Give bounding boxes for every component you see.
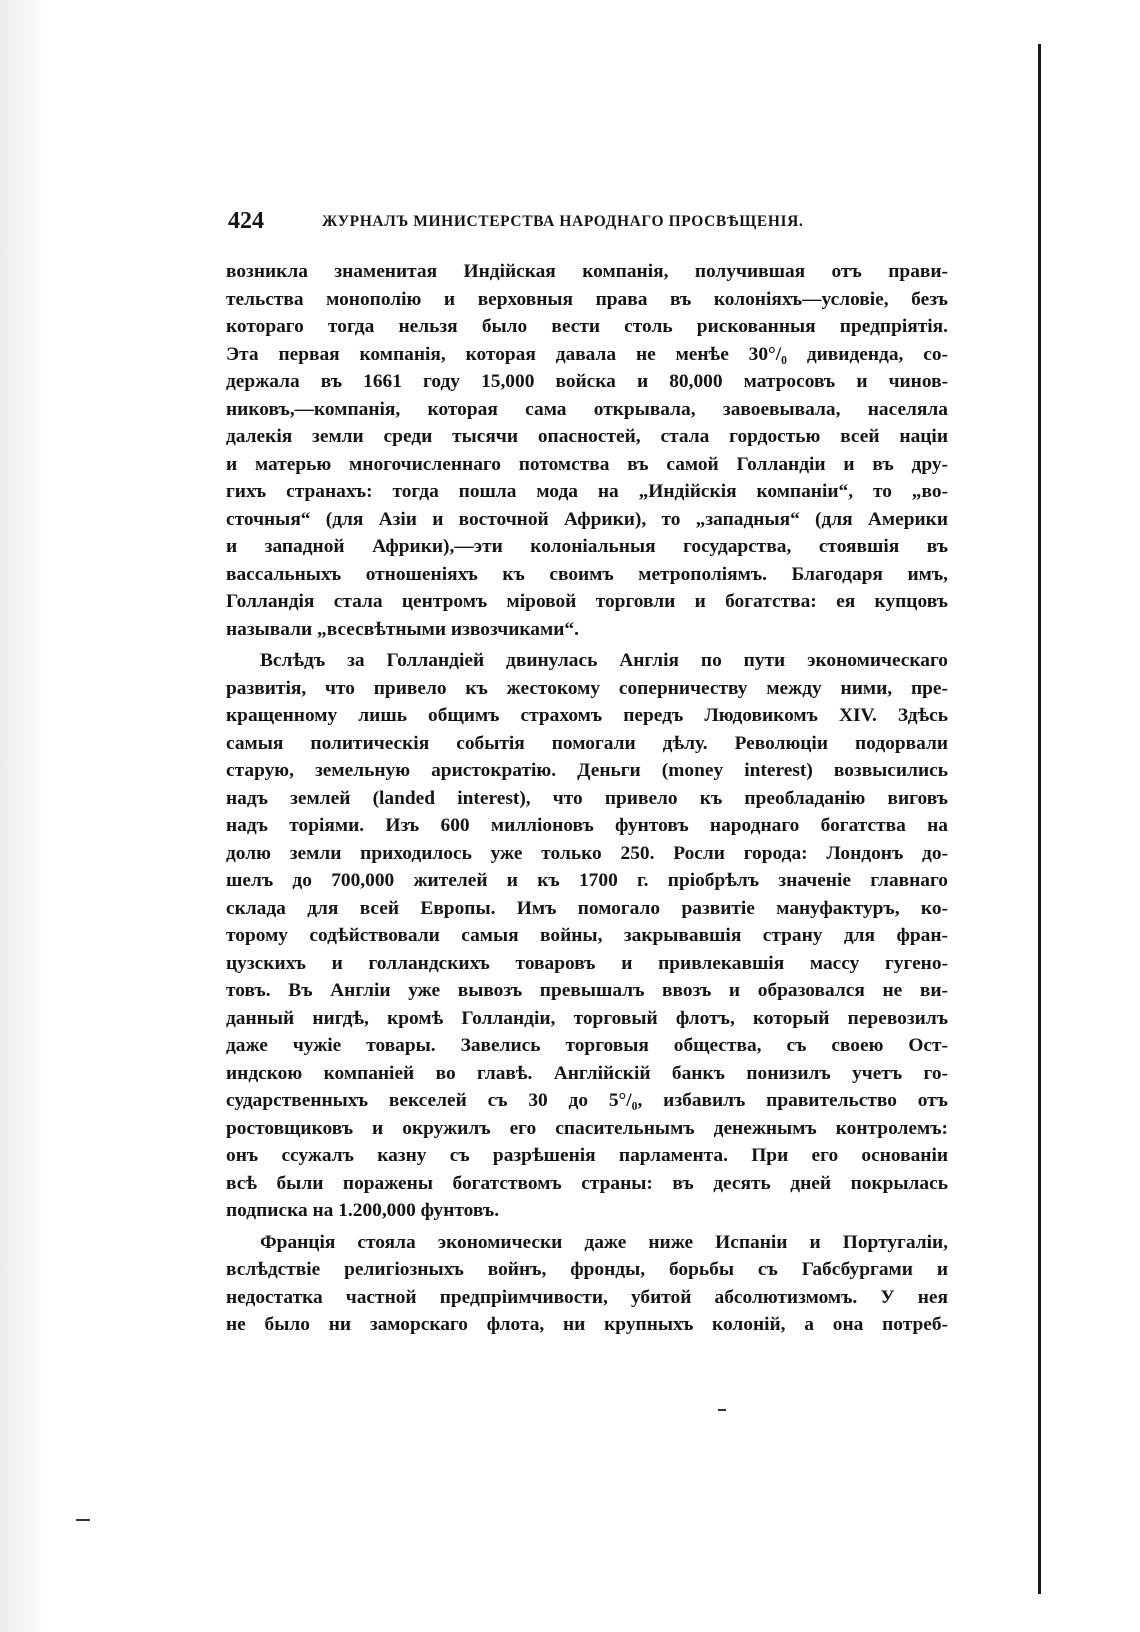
text-line: далекія земли среди тысячи опасностей, стала гордостью всей націи — [226, 426, 948, 447]
text-line: Голландія стала центромъ міровой торговли и богатства: ея купцовъ — [226, 591, 948, 612]
text-line: онъ ссужалъ казну съ разрѣшенія парламента. При его основаніи — [226, 1145, 948, 1166]
page-number: 424 — [228, 208, 264, 234]
text-line: сударственныхъ векселей съ 30 до 5°/₀, избавилъ правительство отъ — [226, 1090, 948, 1111]
text-line: всѣ были поражены богатствомъ страны: въ десять дней покрылась — [226, 1172, 948, 1194]
text-line: Эта первая компанія, которая давала не менѣе 30°/₀ дивиденда, со- — [226, 343, 948, 365]
text-line: старую, земельную аристократію. Деньги (money interest) возвысились — [226, 760, 948, 781]
text-line: сточныя“ (для Азіи и восточной Африки), то „западныя“ (для Америки — [226, 508, 948, 530]
text-line: самыя политическія событія помогали дѣлу. Революціи подорвали — [226, 732, 948, 754]
text-line: возникла знаменитая Индійская компанія, получившая отъ прави- — [226, 261, 948, 282]
text-line: и западной Африки),—эти колоніальныя государства, стоявшія въ — [226, 536, 948, 557]
text-line: надъ торіями. Изъ 600 милліоновъ фунтовъ народнаго богатства на — [226, 815, 948, 836]
text-line: Франція стояла экономически даже ниже Испаніи и Португаліи, — [260, 1231, 948, 1253]
scan-left-shadow — [0, 0, 48, 1632]
text-line: недостатка частной предпріимчивости, убитой абсолютизмомъ. У нея — [226, 1286, 948, 1308]
text-line: надъ землей (landed interest), что привело къ преобладанію виговъ — [226, 787, 948, 809]
text-line: никовъ,—компанія, которая сама открывала, завоевывала, населяла — [226, 398, 948, 420]
page-edge-line — [1038, 44, 1041, 1594]
text-line: склада для всей Европы. Имъ помогало развитіе мануфактуръ, ко- — [226, 897, 948, 919]
text-line: называли „всесвѣтными извозчиками“. — [226, 618, 579, 640]
text-line: котораго тогда нельзя было вести столь рискованныя предпріятія. — [226, 316, 948, 337]
text-line: развитія, что привело къ жестокому соперничеству между ними, пре- — [226, 677, 948, 699]
paragraph — [226, 1229, 948, 1339]
body-text — [226, 258, 948, 1343]
text-line: тельства монополію и верховныя права въ колоніяхъ—условіе, безъ — [226, 288, 948, 310]
text-line: кращенному лишь общимъ страхомъ передъ Людовикомъ XIV. Здѣсь — [226, 705, 948, 726]
text-line: шелъ до 700,000 жителей и къ 1700 г. пріобрѣлъ значеніе главнаго — [226, 870, 948, 891]
text-line: товъ. Въ Англіи уже вывозъ превышалъ ввозъ и образовался не ви- — [226, 980, 948, 1001]
running-title: ЖУРНАЛЪ МИНИСТЕРСТВА НАРОДНАГО ПРОСВѢЩЕНІЯ. — [322, 213, 804, 230]
scan-dash-mark — [718, 1409, 726, 1411]
text-line: вассальныхъ отношеніяхъ къ своимъ метрополіямъ. Благодаря имъ, — [226, 563, 948, 585]
text-line: индскою компаніей во главѣ. Англійскій банкъ понизилъ учетъ го- — [226, 1062, 948, 1084]
paragraph — [226, 647, 948, 1225]
text-line: даже чужіе товары. Завелись торговыя общества, съ своею Ост- — [226, 1035, 948, 1056]
text-line: держала въ 1661 году 15,000 войска и 80,000 матросовъ и чинов- — [226, 371, 948, 392]
text-line: и матерью многочисленнаго потомства въ самой Голландіи и въ дру- — [226, 453, 948, 475]
text-line: ростовщиковъ и окружилъ его спасительнымъ денежнымъ контролемъ: — [226, 1117, 948, 1139]
text-line: цузскихъ и голландскихъ товаровъ и привлекавшія массу гугено- — [226, 952, 948, 974]
paragraph — [226, 258, 948, 643]
text-line: гихъ странахъ: тогда пошла мода на „Индійскія компаніи“, то „во- — [226, 481, 948, 502]
text-line: данный нигдѣ, кромѣ Голландіи, торговый флотъ, который перевозилъ — [226, 1007, 948, 1029]
text-line: вслѣдствіе религіозныхъ войнъ, фронды, борьбы съ Габсбургами и — [226, 1259, 948, 1280]
scan-dash-mark — [76, 1519, 90, 1521]
text-line: Вслѣдъ за Голландіей двинулась Англія по пути экономическаго — [260, 650, 948, 671]
text-line: подписка на 1.200,000 фунтовъ. — [226, 1200, 500, 1221]
text-line: торому содѣйствовали самыя войны, закрывавшія страну для фран- — [226, 925, 948, 946]
text-line: не было ни заморскаго флота, ни крупныхъ колоній, а она потреб- — [226, 1314, 948, 1335]
page-header — [228, 208, 948, 238]
text-line: долю земли приходилось уже только 250. Росли города: Лондонъ до- — [226, 842, 948, 864]
